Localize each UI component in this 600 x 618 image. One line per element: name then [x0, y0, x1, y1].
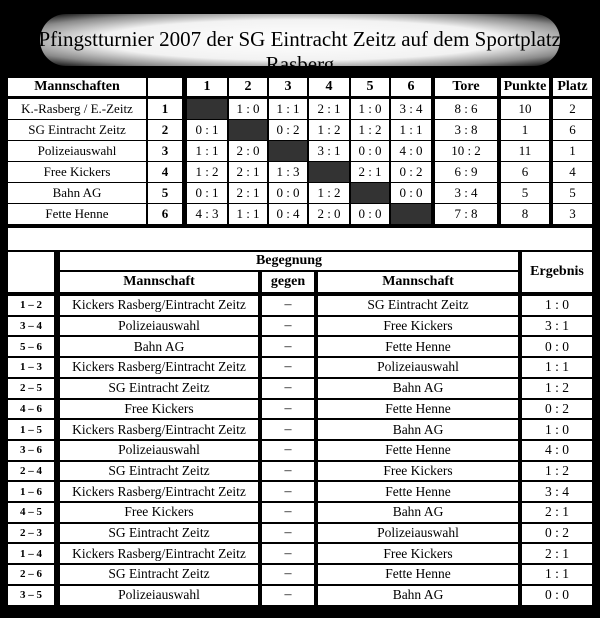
match-result: 1 : 0 [522, 296, 592, 315]
match-team-a: Free Kickers [60, 503, 258, 522]
match-team-a: SG Eintracht Zeitz [60, 462, 258, 481]
standings-result: 1 : 1 [229, 204, 267, 224]
match-result: 3 : 1 [522, 317, 592, 336]
diagonal-cell [351, 183, 389, 203]
match-pair: 5 – 6 [8, 337, 54, 356]
header-result: Ergebnis [522, 252, 592, 292]
standings-goals: 7 : 8 [435, 204, 497, 224]
match-pair: 4 – 6 [8, 400, 54, 419]
match-team-b: Polizeiauswahl [318, 358, 518, 377]
header-team-a: Mannschaft [60, 272, 258, 292]
header-col-4: 4 [309, 78, 349, 96]
standings-team: Polizeiauswahl [8, 141, 146, 161]
standings-result: 0 : 2 [269, 120, 307, 140]
match-team-b: Fette Henne [318, 482, 518, 501]
match-team-b: Free Kickers [318, 317, 518, 336]
standings-result: 2 : 1 [229, 162, 267, 182]
match-pair: 1 – 5 [8, 420, 54, 439]
match-team-a: SG Eintracht Zeitz [60, 524, 258, 543]
standings-result: 4 : 3 [187, 204, 227, 224]
header-team-b: Mannschaft [318, 272, 518, 292]
match-vs: – [262, 337, 314, 356]
standings-goals: 3 : 8 [435, 120, 497, 140]
standings-place: 4 [553, 162, 592, 182]
standings-team: Fette Henne [8, 204, 146, 224]
standings-result: 2 : 1 [229, 183, 267, 203]
match-team-a: Kickers Rasberg/Eintracht Zeitz [60, 296, 258, 315]
diagonal-cell [269, 141, 307, 161]
match-result: 4 : 0 [522, 441, 592, 460]
standings-result: 0 : 0 [351, 204, 389, 224]
match-pair: 1 – 3 [8, 358, 54, 377]
standings-points: 11 [501, 141, 549, 161]
standings-result: 2 : 1 [351, 162, 389, 182]
standings-result: 0 : 1 [187, 183, 227, 203]
standings-result: 1 : 1 [187, 141, 227, 161]
match-result: 1 : 2 [522, 462, 592, 481]
standings-goals: 6 : 9 [435, 162, 497, 182]
match-result: 1 : 1 [522, 358, 592, 377]
match-team-b: Polizeiauswahl [318, 524, 518, 543]
standings-place: 3 [553, 204, 592, 224]
standings-num: 2 [148, 120, 182, 140]
match-team-b: Bahn AG [318, 379, 518, 398]
match-team-a: Polizeiauswahl [60, 441, 258, 460]
match-team-b: Fette Henne [318, 400, 518, 419]
title-banner [0, 0, 600, 78]
header-team: Mannschaften [8, 78, 146, 96]
standings-result: 2 : 0 [309, 204, 349, 224]
match-team-b: Fette Henne [318, 441, 518, 460]
standings-points: 1 [501, 120, 549, 140]
match-vs: – [262, 379, 314, 398]
standings-place: 1 [553, 141, 592, 161]
match-result: 1 : 2 [522, 379, 592, 398]
match-team-a: Kickers Rasberg/Eintracht Zeitz [60, 544, 258, 563]
standings-result: 2 : 1 [309, 99, 349, 119]
diagonal-cell [391, 204, 431, 224]
header-col-3: 3 [269, 78, 307, 96]
match-pair: 1 – 2 [8, 296, 54, 315]
match-team-b: SG Eintracht Zeitz [318, 296, 518, 315]
match-vs: – [262, 482, 314, 501]
standings-num: 4 [148, 162, 182, 182]
header-num-blank [148, 78, 182, 96]
match-result: 0 : 2 [522, 524, 592, 543]
match-team-b: Free Kickers [318, 462, 518, 481]
header-vs: gegen [262, 272, 314, 292]
standings-points: 6 [501, 162, 549, 182]
standings-goals: 10 : 2 [435, 141, 497, 161]
standings-result: 1 : 2 [309, 120, 349, 140]
standings-place: 5 [553, 183, 592, 203]
match-result: 2 : 1 [522, 503, 592, 522]
match-team-a: Kickers Rasberg/Eintracht Zeitz [60, 420, 258, 439]
diagonal-cell [309, 162, 349, 182]
standings-team: Free Kickers [8, 162, 146, 182]
standings-result: 1 : 3 [269, 162, 307, 182]
match-pair: 1 – 6 [8, 482, 54, 501]
page-title: 2. Pfingstturnier 2007 der SG Eintracht Zeitz auf dem Sportplatz in Rasberg [17, 27, 583, 76]
standings-num: 6 [148, 204, 182, 224]
standings-team: K.-Rasberg / E.-Zeitz [8, 99, 146, 119]
match-team-b: Free Kickers [318, 544, 518, 563]
standings-num: 5 [148, 183, 182, 203]
match-team-a: Bahn AG [60, 337, 258, 356]
standings-goals: 8 : 6 [435, 99, 497, 119]
standings-result: 1 : 2 [187, 162, 227, 182]
match-team-a: SG Eintracht Zeitz [60, 379, 258, 398]
match-team-a: Free Kickers [60, 400, 258, 419]
match-team-b: Bahn AG [318, 503, 518, 522]
match-team-b: Fette Henne [318, 337, 518, 356]
match-team-a: Polizeiauswahl [60, 317, 258, 336]
standings-goals: 3 : 4 [435, 183, 497, 203]
standings-points: 5 [501, 183, 549, 203]
match-result: 1 : 0 [522, 420, 592, 439]
standings-result: 3 : 4 [391, 99, 431, 119]
standings-result: 0 : 4 [269, 204, 307, 224]
match-vs: – [262, 544, 314, 563]
match-vs: – [262, 400, 314, 419]
header-col-6: 6 [391, 78, 431, 96]
standings-result: 0 : 1 [187, 120, 227, 140]
match-vs: – [262, 503, 314, 522]
standings-result: 1 : 0 [229, 99, 267, 119]
match-result: 3 : 4 [522, 482, 592, 501]
match-team-a: SG Eintracht Zeitz [60, 565, 258, 584]
header-place: Platz [553, 78, 592, 96]
header-begegnung: Begegnung [60, 252, 518, 270]
standings-result: 1 : 1 [269, 99, 307, 119]
match-vs: – [262, 420, 314, 439]
standings-team: Bahn AG [8, 183, 146, 203]
match-vs: – [262, 317, 314, 336]
match-team-a: Kickers Rasberg/Eintracht Zeitz [60, 482, 258, 501]
match-vs: – [262, 524, 314, 543]
match-pair: 4 – 5 [8, 503, 54, 522]
match-pair: 3 – 5 [8, 586, 54, 605]
standings-place: 2 [553, 99, 592, 119]
match-team-a: Kickers Rasberg/Eintracht Zeitz [60, 358, 258, 377]
standings-result: 0 : 2 [391, 162, 431, 182]
standings-result: 0 : 0 [269, 183, 307, 203]
match-vs: – [262, 358, 314, 377]
standings-result: 1 : 0 [351, 99, 389, 119]
match-pair: 1 – 4 [8, 544, 54, 563]
standings-result: 1 : 2 [309, 183, 349, 203]
match-result: 2 : 1 [522, 544, 592, 563]
standings-result: 1 : 2 [351, 120, 389, 140]
standings-result: 0 : 0 [351, 141, 389, 161]
header-goals: Tore [435, 78, 497, 96]
standings-result: 4 : 0 [391, 141, 431, 161]
standings-result: 2 : 0 [229, 141, 267, 161]
header-points: Punkte [501, 78, 549, 96]
match-result: 1 : 1 [522, 565, 592, 584]
diagonal-cell [187, 99, 227, 119]
match-team-a: Polizeiauswahl [60, 586, 258, 605]
match-pair: 3 – 4 [8, 317, 54, 336]
match-result: 0 : 0 [522, 586, 592, 605]
match-vs: – [262, 565, 314, 584]
match-team-b: Fette Henne [318, 565, 518, 584]
match-pair: 3 – 6 [8, 441, 54, 460]
match-pair: 2 – 6 [8, 565, 54, 584]
match-vs: – [262, 462, 314, 481]
standings-result: 3 : 1 [309, 141, 349, 161]
standings-points: 8 [501, 204, 549, 224]
diagonal-cell [229, 120, 267, 140]
match-team-b: Bahn AG [318, 420, 518, 439]
header-col-5: 5 [351, 78, 389, 96]
match-pair: 2 – 3 [8, 524, 54, 543]
match-vs: – [262, 441, 314, 460]
match-pair: 2 – 4 [8, 462, 54, 481]
standings-place: 6 [553, 120, 592, 140]
match-pair: 2 – 5 [8, 379, 54, 398]
standings-num: 3 [148, 141, 182, 161]
match-result: 0 : 2 [522, 400, 592, 419]
standings-num: 1 [148, 99, 182, 119]
matches-pair-header-blank [8, 252, 54, 292]
standings-result: 0 : 0 [391, 183, 431, 203]
match-team-b: Bahn AG [318, 586, 518, 605]
match-vs: – [262, 586, 314, 605]
match-vs: – [262, 296, 314, 315]
header-col-2: 2 [229, 78, 267, 96]
match-result: 0 : 0 [522, 337, 592, 356]
standings-points: 10 [501, 99, 549, 119]
subtitle: jeder gegen jeden [254, 232, 346, 247]
standings-team: SG Eintracht Zeitz [8, 120, 146, 140]
standings-result: 1 : 1 [391, 120, 431, 140]
header-col-1: 1 [187, 78, 227, 96]
